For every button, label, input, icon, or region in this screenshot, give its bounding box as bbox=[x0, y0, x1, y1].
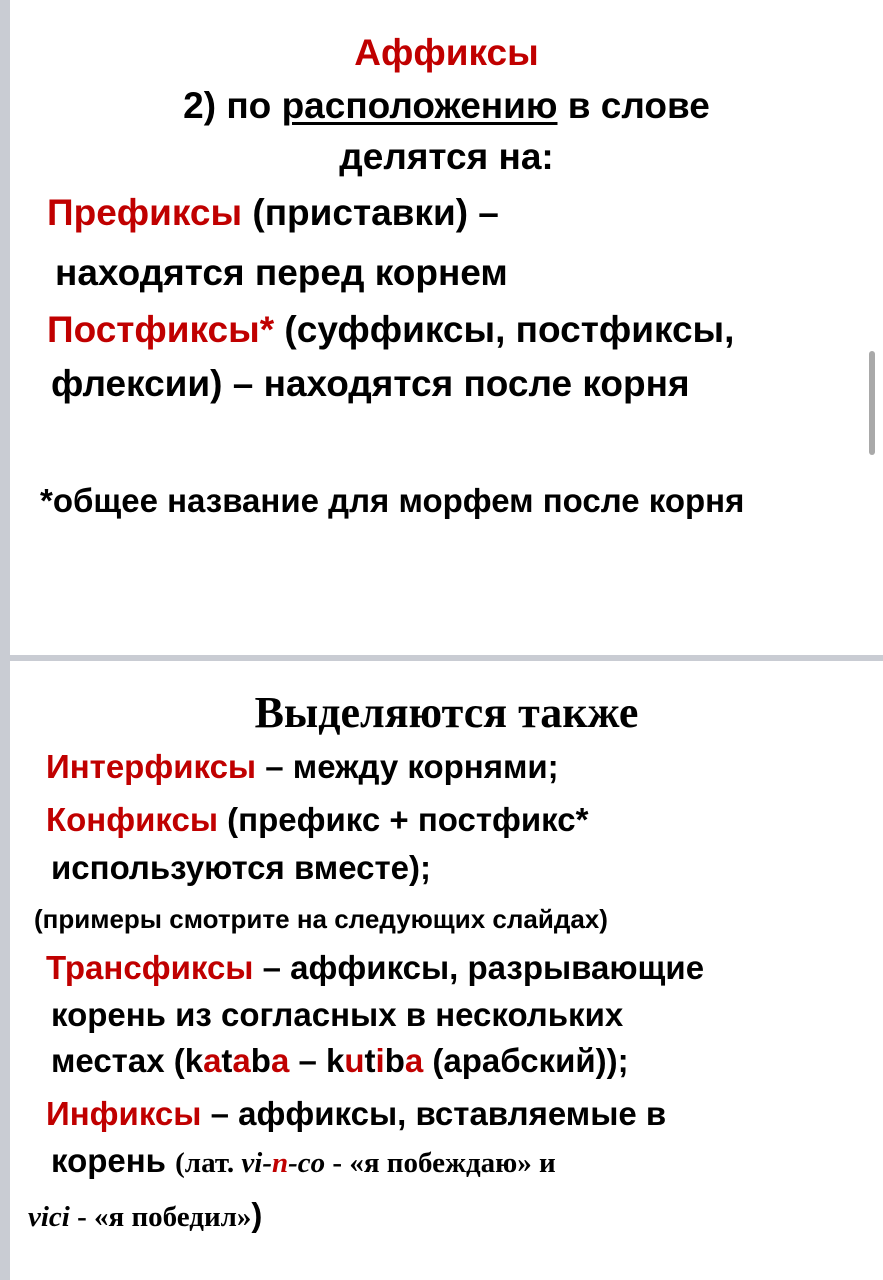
prefix-definition-line-2: находятся перед корнем bbox=[55, 252, 508, 293]
slide-other-affixes bbox=[10, 661, 883, 1280]
scrollbar-thumb[interactable] bbox=[869, 351, 875, 455]
postfix-definition-line-2: флексии) – находятся после корня bbox=[51, 363, 690, 404]
interfix-definition: Интерфиксы – между корнями; bbox=[46, 748, 559, 785]
postfix-definition-line-1: Постфиксы* (суффиксы, постфиксы, bbox=[47, 309, 735, 350]
slide-affixes bbox=[10, 0, 883, 655]
confix-definition-line-2: используются вместе); bbox=[51, 849, 431, 886]
confix-definition-line-1: Конфиксы (префикс + постфикс* bbox=[46, 801, 589, 838]
left-edge-bar bbox=[0, 0, 10, 1280]
transfix-definition-line-1: Трансфиксы – аффиксы, разрывающие bbox=[46, 949, 705, 986]
examples-note: (примеры смотрите на следующих слайдах) bbox=[34, 904, 608, 934]
transfix-definition-line-2: корень из согласных в нескольких bbox=[51, 996, 624, 1033]
transfix-definition-line-3: местах (kataba – kutiba (арабский)); bbox=[51, 1042, 629, 1079]
subtitle-line-2: делятся на: bbox=[339, 136, 554, 177]
infix-definition-line-1: Инфиксы – аффиксы, вставляемые в bbox=[46, 1095, 667, 1132]
infix-definition-line-2: корень (лат. vi-n-co - «я побеждаю» и bbox=[51, 1142, 556, 1179]
subtitle-line-1: 2) по расположению в слове bbox=[183, 85, 710, 126]
slide-title: Аффиксы bbox=[354, 32, 539, 73]
prefix-definition-line-1: Префиксы (приставки) – bbox=[47, 192, 499, 233]
infix-definition-line-3: vici - «я победил») bbox=[28, 1196, 263, 1233]
footnote: *общее название для морфем после корня bbox=[40, 482, 745, 519]
slide-title: Выделяются также bbox=[254, 688, 639, 737]
